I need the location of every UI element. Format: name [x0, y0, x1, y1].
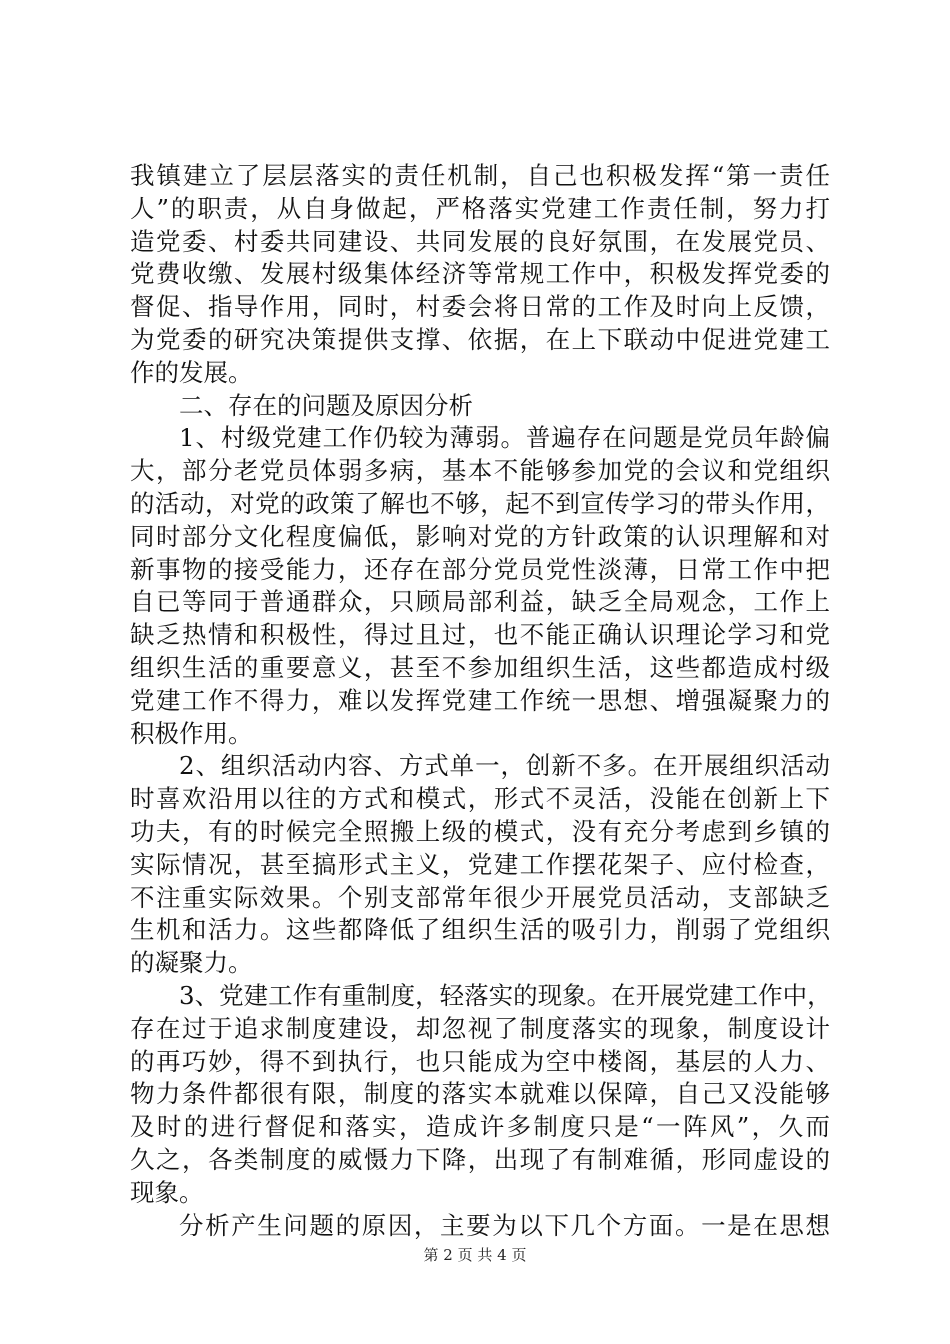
- text-line: 造党委、村委共同建设、共同发展的良好氛围，在发展党员、: [130, 226, 830, 256]
- text-line: 新事物的接受能力，还存在部分党员党性淡薄，日常工作中把: [130, 554, 830, 584]
- text-line: 作的发展。: [130, 357, 253, 387]
- text-line: 久之，各类制度的威慑力下降，出现了有制难循，形同虚设的: [130, 1144, 830, 1174]
- text-line: 及时的进行督促和落实，造成许多制度只是“一阵风”，久而: [130, 1112, 830, 1142]
- text-line: 的凝聚力。: [130, 948, 253, 978]
- text-line: 积极作用。: [130, 718, 253, 748]
- document-body: [130, 160, 830, 1242]
- text-line: 大，部分老党员体弱多病，基本不能够参加党的会议和党组织: [130, 456, 830, 486]
- text-line: 物力条件都很有限，制度的落实本就难以保障，自己又没能够: [130, 1079, 830, 1109]
- text-line: 存在过于追求制度建设，却忽视了制度落实的现象，制度设计: [130, 1013, 830, 1043]
- text-line: 自已等同于普通群众，只顾局部利益，缺乏全局观念，工作上: [130, 587, 830, 617]
- text-line: 时喜欢沿用以往的方式和模式，形式不灵活，没能在创新上下: [130, 784, 830, 814]
- text-line: 组织生活的重要意义，甚至不参加组织生活，这些都造成村级: [130, 652, 830, 682]
- page-footer: 第 2 页 共 4 页: [423, 1246, 527, 1264]
- text-line: 分析产生问题的原因，主要为以下几个方面。一是在思想: [179, 1210, 830, 1240]
- text-line: 1、村级党建工作仍较为薄弱。普遍存在问题是党员年龄偏: [179, 423, 830, 453]
- text-line: 现象。: [130, 1177, 204, 1207]
- text-line: 人”的职责，从自身做起，严格落实党建工作责任制，努力打: [130, 193, 830, 223]
- text-line: 我镇建立了层层落实的责任机制，自己也积极发挥“第一责任: [130, 161, 830, 190]
- text-line: 生机和活力。这些都降低了组织生活的吸引力，削弱了党组织: [130, 915, 830, 945]
- text-line: 同时部分文化程度偏低，影响对党的方针政策的认识理解和对: [130, 521, 830, 551]
- text-line: 3、党建工作有重制度，轻落实的现象。在开展党建工作中，: [179, 980, 832, 1010]
- text-line: 党费收缴、发展村级集体经济等常规工作中，积极发挥党委的: [130, 259, 830, 289]
- text-line: 为党委的研究决策提供支撑、依据，在上下联动中促进党建工: [130, 324, 830, 354]
- text-line: 缺乏热情和积极性，得过且过，也不能正确认识理论学习和党: [130, 620, 830, 650]
- text-line: 的活动，对党的政策了解也不够，起不到宣传学习的带头作用，: [130, 488, 830, 518]
- text-line: 功夫，有的时候完全照搬上级的模式，没有充分考虑到乡镇的: [130, 816, 830, 846]
- text-line: 督促、指导作用，同时，村委会将日常的工作及时向上反馈，: [130, 292, 830, 322]
- text-line: 2、组织活动内容、方式单一，创新不多。在开展组织活动: [179, 751, 830, 781]
- text-line: 二、存在的问题及原因分析: [179, 390, 473, 420]
- text-line: 不注重实际效果。个别支部常年很少开展党员活动，支部缺乏: [130, 882, 830, 912]
- text-line: 实际情况，甚至搞形式主义，党建工作摆花架子、应付检查，: [130, 849, 830, 879]
- text-line: 党建工作不得力，难以发挥党建工作统一思想、增强凝聚力的: [130, 685, 830, 715]
- text-line: 的再巧妙，得不到执行，也只能成为空中楼阁，基层的人力、: [130, 1046, 830, 1076]
